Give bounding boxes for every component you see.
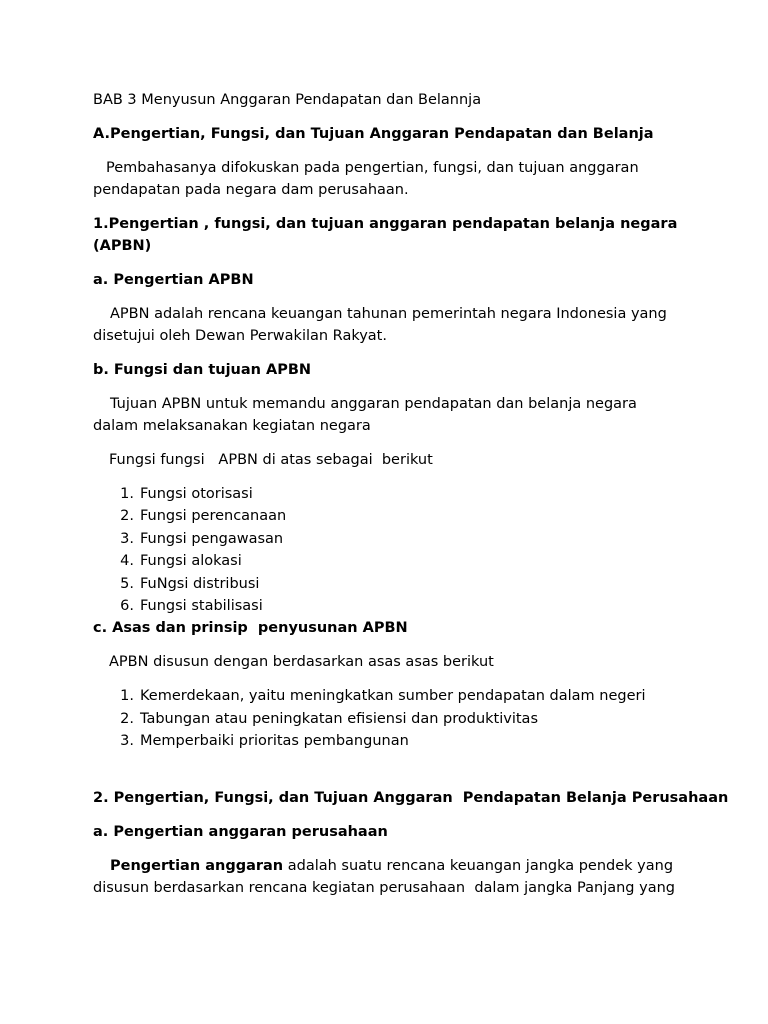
intro-line-1: Pembahasanya difokuskan pada pengertian, fungsi, dan tujuan anggaran bbox=[106, 160, 639, 176]
list-item-number: 4. bbox=[120, 553, 134, 570]
sub-2a-paragraph bbox=[93, 855, 683, 899]
list-item-text: FuNgsi distribusi bbox=[140, 575, 260, 592]
sub-a-heading: a. Pengertian APBN bbox=[93, 272, 254, 288]
list-item-text: Fungsi stabilisasi bbox=[140, 598, 263, 615]
list-item-number: 2. bbox=[120, 508, 134, 525]
sub-2a-heading: a. Pengertian anggaran perusahaan bbox=[93, 823, 388, 840]
section-1-line-1: 1.Pengertian , fungsi, dan tujuan anggaran pendapatan belanja negara bbox=[93, 216, 678, 232]
sub-a-line-2: disetujui oleh Dewan Perwakilan Rakyat. bbox=[93, 328, 387, 344]
sub-a-line-1: APBN adalah rencana keuangan tahunan pemerintah negara Indonesia yang bbox=[110, 306, 667, 322]
list-item-number: 1. bbox=[120, 486, 134, 502]
list-item-text: Kemerdekaan, yaitu meningkatkan sumber pendapatan dalam negeri bbox=[140, 688, 646, 705]
document-content bbox=[93, 89, 729, 899]
list-item-number: 5. bbox=[120, 575, 134, 592]
list-item-text: Fungsi alokasi bbox=[140, 553, 242, 570]
sub-2a-line-2: disusun berdasarkan rencana kegiatan perusahaan dalam jangka Panjang yang bbox=[93, 879, 675, 896]
asas-intro: APBN disusun dengan berdasarkan asas asas berikut bbox=[109, 654, 494, 671]
sub-b-heading: b. Fungsi dan tujuan APBN bbox=[93, 362, 312, 378]
list-item bbox=[93, 595, 683, 617]
list-item-number: 3. bbox=[120, 733, 134, 750]
list-item bbox=[93, 483, 683, 505]
list-item-number: 2. bbox=[120, 710, 134, 727]
list-item-text: Fungsi perencanaan bbox=[140, 508, 287, 525]
asas-list bbox=[93, 685, 683, 752]
sub-c-heading: c. Asas dan prinsip penyusunan APBN bbox=[93, 620, 408, 637]
list-item bbox=[93, 573, 683, 595]
list-item bbox=[93, 685, 683, 707]
sub-a-paragraph bbox=[93, 303, 683, 347]
list-item-number: 6. bbox=[120, 598, 134, 615]
sub-2a-line-1 bbox=[93, 855, 683, 877]
section-1-heading bbox=[93, 213, 683, 257]
sub-b-paragraph bbox=[93, 393, 683, 437]
sub-b-line-1: Tujuan APBN untuk memandu anggaran pendapatan dan belanja negara bbox=[110, 396, 637, 412]
list-item-text: Fungsi pengawasan bbox=[140, 530, 284, 547]
section-a-heading: A.Pengertian, Fungsi, dan Tujuan Anggaran Pendapatan dan Belanja bbox=[93, 126, 654, 142]
intro-paragraph bbox=[93, 157, 683, 201]
section-2-heading: 2. Pengertian, Fungsi, dan Tujuan Anggaran Pendapatan Belanja Perusahaan bbox=[93, 789, 729, 806]
intro-line-2: pendapatan pada negara dam perusahaan. bbox=[93, 182, 409, 198]
list-item-number: 1. bbox=[120, 688, 134, 705]
list-item bbox=[93, 505, 683, 527]
section-1-line-2: (APBN) bbox=[93, 238, 152, 254]
sub-b-line-2: dalam melaksanakan kegiatan negara bbox=[93, 418, 371, 434]
chapter-title: BAB 3 Menyusun Anggaran Pendapatan dan Belannja bbox=[93, 92, 482, 108]
list-item bbox=[93, 708, 683, 730]
spacer bbox=[93, 753, 683, 787]
sub-2a-line-1-rest: adalah suatu rencana keuangan jangka pendek yang bbox=[283, 857, 674, 874]
list-item-number: 3. bbox=[120, 530, 134, 547]
sub-2a-bold-term: Pengertian anggaran bbox=[110, 857, 284, 874]
fungsi-list bbox=[93, 483, 683, 617]
list-item-text: Tabungan atau peningkatan efisiensi dan produktivitas bbox=[140, 710, 538, 727]
list-item bbox=[93, 550, 683, 572]
list-item bbox=[93, 730, 683, 752]
list-item-text: Memperbaiki prioritas pembangunan bbox=[140, 733, 409, 750]
list-item bbox=[93, 528, 683, 550]
fungsi-intro: Fungsi fungsi APBN di atas sebagai berikut bbox=[109, 452, 433, 468]
list-item-text: Fungsi otorisasi bbox=[140, 486, 253, 502]
